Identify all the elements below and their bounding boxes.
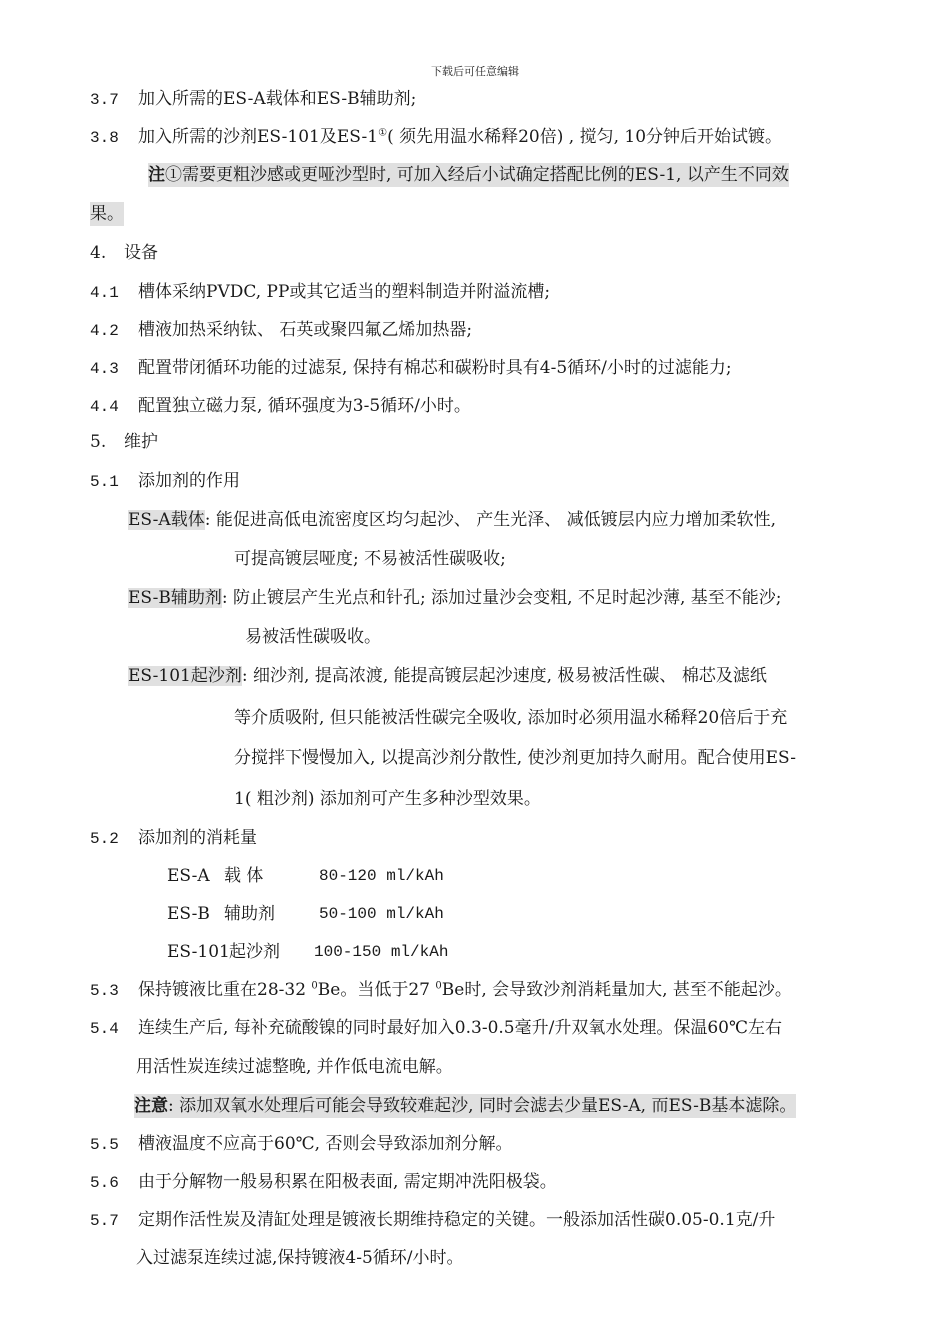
section-5-5 [90,1132,512,1157]
section-4-2 [90,318,472,343]
es-a-line-1 [128,508,776,532]
note-1-line-1 [148,163,789,187]
section-text: 由于分解物一般易积累在阳极表面, 需定期冲洗阳极袋。 [138,1172,557,1192]
section-4-4 [90,394,471,419]
section-text: 配置带闭循环功能的过滤泵, 保持有棉芯和碳粉时具有4-5循环/小时的过滤能力; [138,358,732,378]
section-text: 保持镀液比重在28-32 [138,980,312,1000]
section-5-heading [90,430,158,454]
consumption-row [167,940,487,964]
section-text: 连续生产后, 每补充硫酸镍的同时最好加入0.3-0.5毫升/升双氧水处理。保温60℃左右 [138,1018,782,1038]
section-number: 5.6 [90,1174,119,1192]
section-number: 5.4 [90,1020,119,1038]
section-5-2 [90,826,257,851]
section-number: 3.8 [90,129,119,147]
section-number: 3.7 [90,91,119,109]
es-101-label: ES-101起沙剂 [128,666,242,686]
additive-name: 辅助剂 [224,904,275,924]
section-4-3 [90,356,732,381]
section-3-7 [90,87,416,112]
consumption-row [167,864,487,888]
es-a-desc: : 能促进高低电流密度区均匀起沙、 产生光泽、 减低镀层内应力增加柔软性, [204,510,777,530]
section-number: 5.2 [90,830,119,848]
section-5-4-line-1 [90,1016,782,1041]
es-b-line-2: 易被活性碳吸收。 [245,627,381,647]
note-2 [134,1094,796,1118]
section-number: 5.3 [90,982,119,1000]
section-title: 添加剂的作用 [138,471,240,491]
section-number: 5.1 [90,473,119,491]
section-title: 添加剂的消耗量 [138,828,257,848]
page-header: 下载后可任意编辑 [431,65,519,78]
section-number: 4.2 [90,322,119,340]
section-3-8 [90,125,782,150]
es-101-line-4: 1( 粗沙剂) 添加剂可产生多种沙型效果。 [234,789,541,809]
section-number: 4.4 [90,398,119,416]
additive-name: 载 体 [224,866,264,886]
section-4-1 [90,280,550,305]
section-5-4-line-2: 用活性炭连续过滤整晚, 并作低电流电解。 [136,1057,453,1077]
es-a-label: ES-A载体 [128,510,205,530]
note-label: 注 [148,165,165,185]
degree-superscript: 0 [435,980,442,992]
section-title: 维护 [124,432,158,452]
footnote-marker: ① [378,127,388,139]
section-5-3 [90,978,792,1003]
note-text: ①需要更粗沙感或更哑沙型时, 可加入经后小试确定搭配比例的ES-1, 以产生不同效 [165,165,789,185]
additive-code: ES-B [167,904,210,924]
section-text: 定期作活性炭及清缸处理是镀液长期维持稳定的关键。一般添加活性碳0.05-0.1克/升 [138,1210,776,1230]
es-b-label: ES-B辅助剂 [128,588,222,608]
additive-code: ES-101 [167,942,230,962]
section-5-7-line-2: 入过滤泵连续过滤,保持镀液4-5循环/小时。 [136,1248,464,1268]
section-text: 槽液温度不应高于60℃, 否则会导致添加剂分解。 [138,1134,513,1154]
section-text-cont: Be时, 会导致沙剂消耗量加大, 甚至不能起沙。 [441,980,792,1000]
section-4-heading [90,241,158,265]
section-number: 5.5 [90,1136,119,1154]
section-text: 配置独立磁力泵, 循环强度为3-5循环/小时。 [138,396,471,416]
section-number: 4.1 [90,284,119,302]
section-number: 4. [90,243,107,263]
additive-amount: 80-120 ml/kAh [319,867,444,885]
section-text: 槽体采纳PVDC, PP或其它适当的塑料制造并附溢流槽; [138,282,551,302]
es-101-line-2: 等介质吸附, 但只能被活性碳完全吸收, 添加时必须用温水稀释20倍后于充 [234,708,788,728]
section-number: 5.7 [90,1212,119,1230]
section-text-cont: Be。当低于27 [317,980,436,1000]
section-5-6 [90,1170,557,1195]
degree-superscript: 0 [311,980,318,992]
section-number: 5. [90,432,107,452]
additive-amount: 100-150 ml/kAh [314,943,449,961]
note-text: : 添加双氧水处理后可能会导致较难起沙, 同时会滤去少量ES-A, 而ES-B基本滤除。 [168,1096,797,1116]
section-title: 设备 [124,243,158,263]
es-101-line-1 [128,664,767,688]
section-text: 加入所需的ES-A载体和ES-B辅助剂; [138,89,417,109]
note-1-line-2: 果。 [90,204,124,224]
es-b-line-1 [128,586,782,610]
consumption-row [167,902,487,926]
additive-code: ES-A [167,866,210,886]
section-text: 加入所需的沙剂ES-101及ES-1 [138,127,379,147]
section-text-cont: ( 须先用温水稀释20倍) , 搅匀, 10分钟后开始试镀。 [387,127,783,147]
section-number: 4.3 [90,360,119,378]
note-label: 注意 [134,1096,168,1116]
section-5-7-line-1 [90,1208,775,1233]
es-101-line-3: 分搅拌下慢慢加入, 以提高沙剂分散性, 使沙剂更加持久耐用。配合使用ES- [234,748,797,768]
es-101-desc: : 细沙剂, 提高浓渡, 能提高镀层起沙速度, 极易被活性碳、 棉芯及滤纸 [241,666,767,686]
section-5-1 [90,469,240,494]
es-a-line-2: 可提高镀层哑度; 不易被活性碳吸收; [234,549,506,569]
additive-name: 起沙剂 [229,942,280,962]
es-b-desc: : 防止镀层产生光点和针孔; 添加过量沙会变粗, 不足时起沙薄, 基至不能沙; [221,588,782,608]
section-text: 槽液加热采纳钛、 石英或聚四氟乙烯加热器; [138,320,473,340]
additive-amount: 50-100 ml/kAh [319,905,444,923]
